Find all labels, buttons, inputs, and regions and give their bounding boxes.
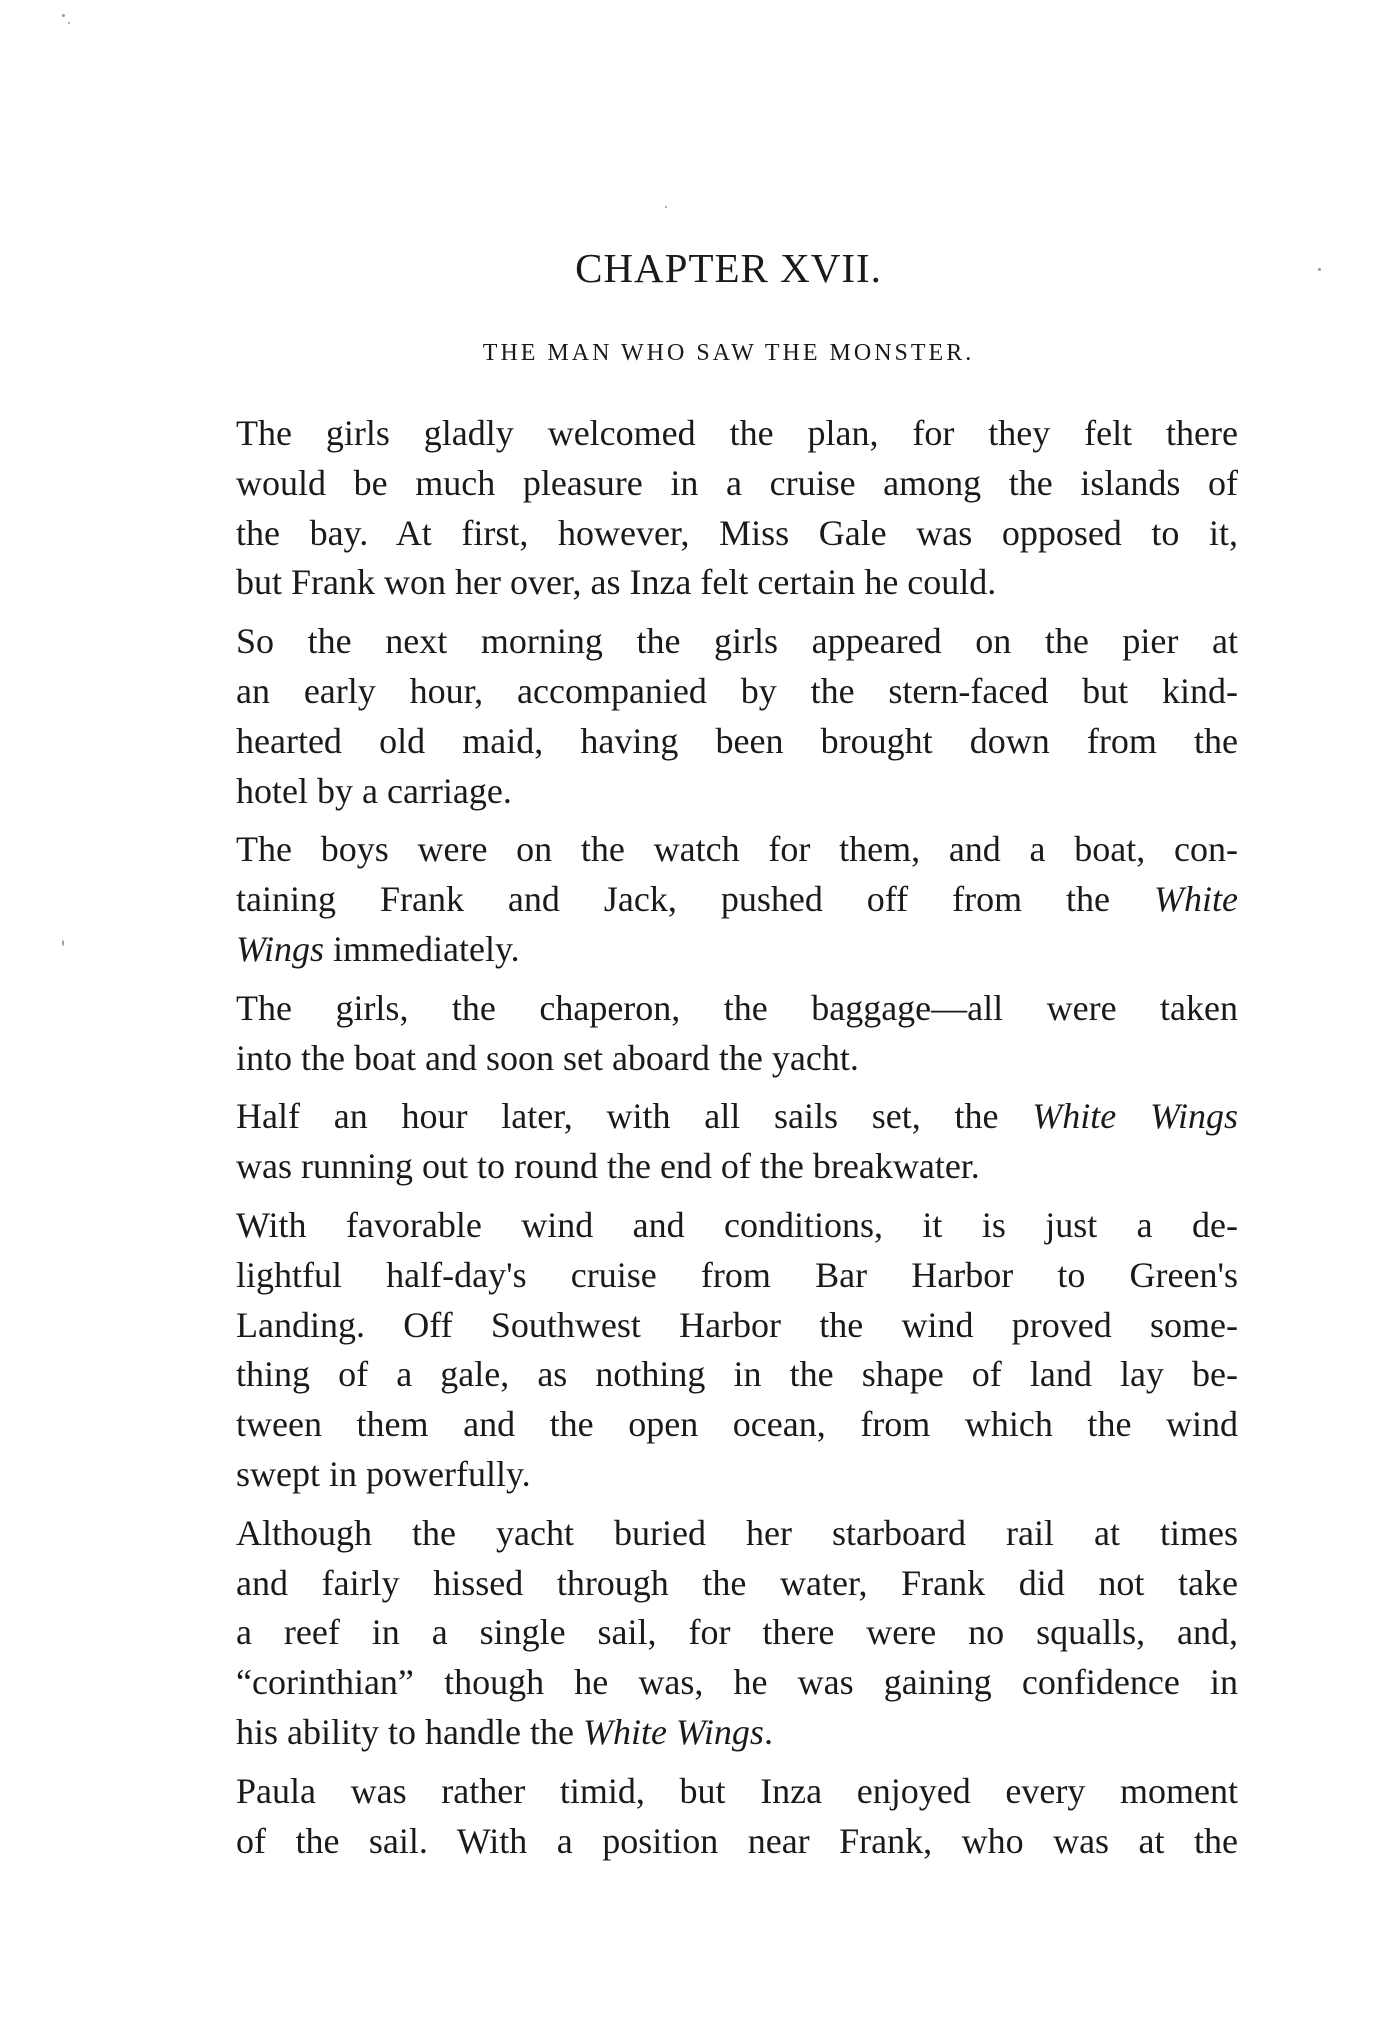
text-line: and fairly hissed through the water, Frank did not take bbox=[236, 1562, 1238, 1603]
paragraph-2 bbox=[192, 617, 1238, 816]
paragraph-3 bbox=[192, 825, 1238, 974]
paragraph-1 bbox=[192, 409, 1238, 608]
paragraph-4 bbox=[192, 984, 1238, 1084]
scan-speck bbox=[665, 206, 667, 208]
text-line: Wings immediately. bbox=[236, 928, 520, 969]
text-line: his ability to handle the White Wings. bbox=[236, 1711, 773, 1752]
text-line: thing of a gale, as nothing in the shape of land lay be- bbox=[236, 1354, 1238, 1395]
paragraph-8 bbox=[192, 1767, 1238, 1867]
text-line: was running out to round the end of the breakwater. bbox=[236, 1146, 980, 1187]
paragraph-5 bbox=[192, 1092, 1238, 1192]
text-line: The girls, the chaperon, the baggage—all were taken bbox=[236, 987, 1238, 1028]
chapter-subtitle: THE MAN WHO SAW THE MONSTER. bbox=[482, 340, 975, 366]
text-line: hotel by a carriage. bbox=[236, 770, 512, 811]
chapter-body bbox=[192, 409, 1238, 1875]
text-line: With favorable wind and conditions, it is just a de- bbox=[236, 1204, 1238, 1245]
text-line: So the next morning the girls appeared on the pier at bbox=[236, 621, 1238, 662]
text-line: an early hour, accompanied by the stern-faced but kind- bbox=[236, 670, 1238, 711]
text-line: taining Frank and Jack, pushed off from the White bbox=[236, 879, 1238, 920]
text-line: Landing. Off Southwest Harbor the wind proved some- bbox=[236, 1304, 1238, 1345]
text-line: Paula was rather timid, but Inza enjoyed every moment bbox=[236, 1770, 1238, 1811]
text-line: lightful half-day's cruise from Bar Harbor to Green's bbox=[236, 1254, 1238, 1295]
text-line: but Frank won her over, as Inza felt certain he could. bbox=[236, 562, 997, 603]
scan-speck bbox=[68, 22, 70, 24]
text-line: hearted old maid, having been brought down from the bbox=[236, 720, 1238, 761]
scan-speck bbox=[62, 14, 65, 17]
text-line: The boys were on the watch for them, and a boat, con- bbox=[236, 829, 1238, 870]
text-line: the bay. At first, however, Miss Gale was opposed to it, bbox=[236, 512, 1238, 553]
text-line: “corinthian” though he was, he was gaining confidence in bbox=[236, 1662, 1238, 1703]
text-line: tween them and the open ocean, from which the wind bbox=[236, 1404, 1238, 1445]
text-line: of the sail. With a position near Frank, who was at the bbox=[236, 1820, 1238, 1861]
text-line: The girls gladly welcomed the plan, for they felt there bbox=[236, 413, 1238, 453]
scan-speck bbox=[1318, 268, 1321, 271]
scan-speck bbox=[62, 940, 64, 946]
paragraph-6 bbox=[192, 1201, 1238, 1500]
text-line: a reef in a single sail, for there were no squalls, and, bbox=[236, 1612, 1238, 1653]
chapter-title: CHAPTER XVII. bbox=[575, 245, 882, 291]
text-line: would be much pleasure in a cruise among the islands of bbox=[236, 462, 1238, 503]
text-line: into the boat and soon set aboard the yacht. bbox=[236, 1037, 859, 1078]
text-line: swept in powerfully. bbox=[236, 1453, 531, 1494]
text-line: Although the yacht buried her starboard rail at times bbox=[236, 1512, 1238, 1553]
text-line: Half an hour later, with all sails set, the White Wings bbox=[236, 1096, 1238, 1137]
paragraph-7 bbox=[192, 1509, 1238, 1758]
